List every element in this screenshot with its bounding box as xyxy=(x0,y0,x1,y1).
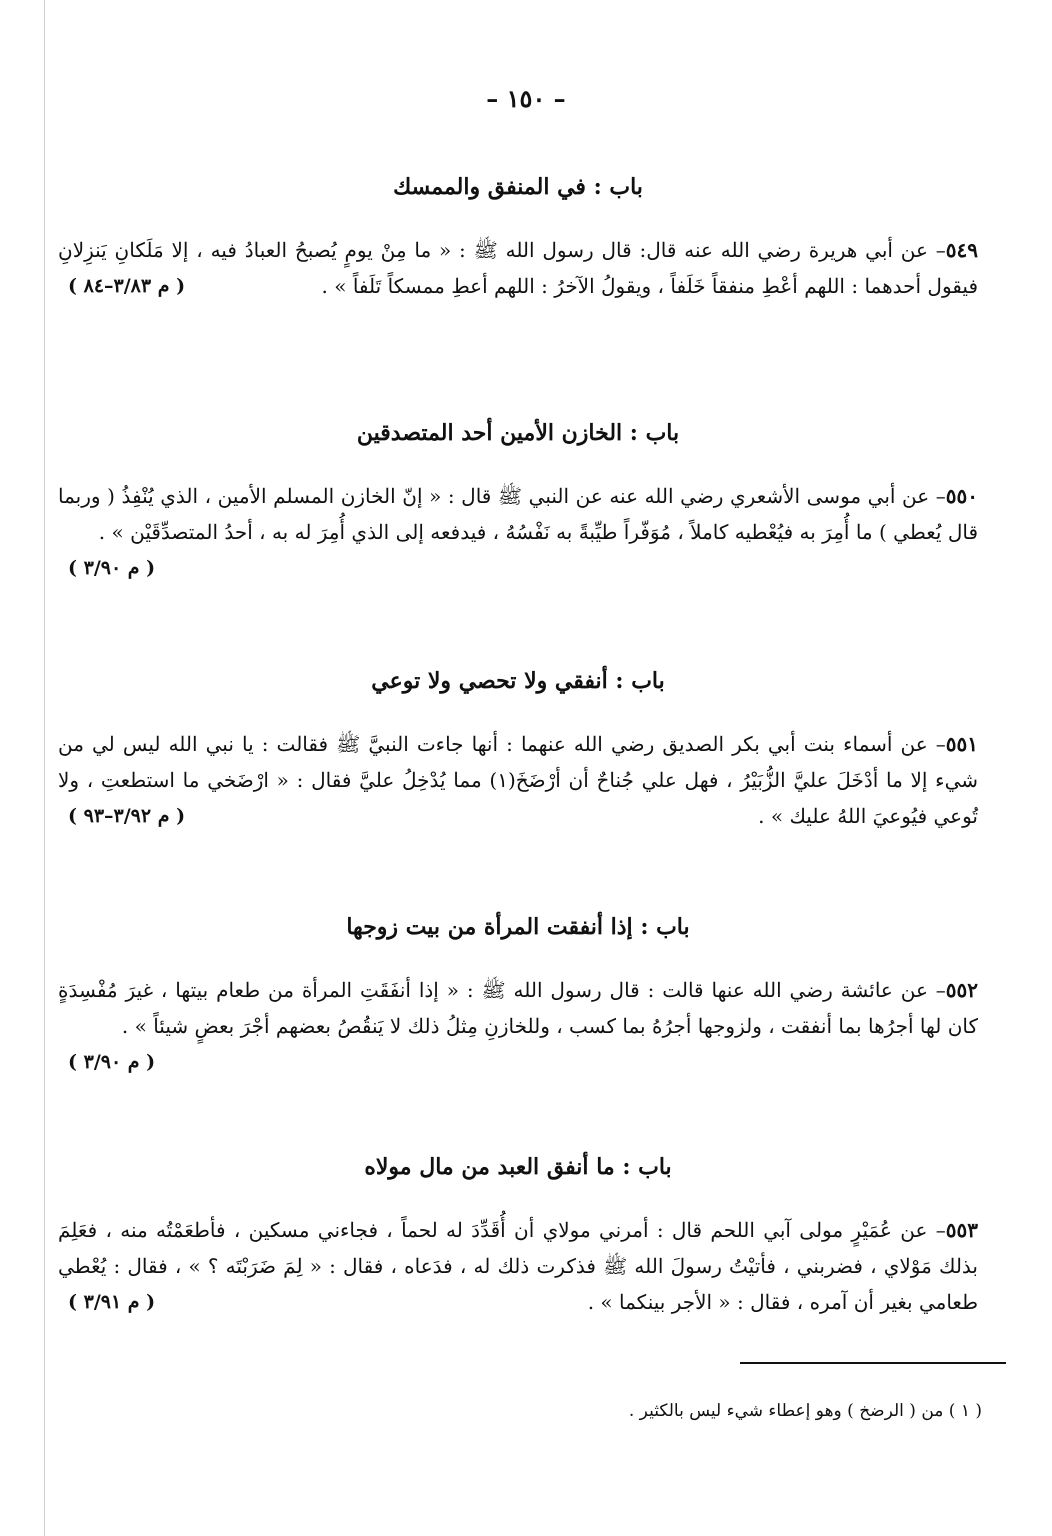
hadith-number: ٥٥٢ xyxy=(945,978,978,1002)
section-553 xyxy=(58,1152,978,1320)
hadith-text xyxy=(58,1212,978,1320)
chapter-heading: باب : إذا أنفقت المرأة من بيت زوجها xyxy=(346,914,690,940)
footnote: ( ١ ) من ( الرضخ ) وهو إعطاء شيء ليس بالكثير . xyxy=(628,1401,982,1421)
hadith-reference: ( م ٣/٩١ ) xyxy=(68,1291,156,1313)
hadith-reference: ( م ٣/٩٠ ) xyxy=(68,1051,156,1073)
chapter-heading: باب : ما أنفق العبد من مال مولاه xyxy=(364,1154,672,1180)
hadith-text xyxy=(58,232,978,304)
section-552 xyxy=(58,912,978,1080)
section-550 xyxy=(58,418,978,586)
hadith-number: ٥٥١ xyxy=(945,732,978,756)
hadith-reference: ( م ٣/٨٣–٨٤ ) xyxy=(68,275,186,297)
hadith-text xyxy=(58,972,978,1073)
hadith-reference: ( م ٣/٩٠ ) xyxy=(68,557,156,579)
scan-edge-line xyxy=(44,0,45,1536)
hadith-body: – عن عُمَيْرٍ مولى آبي اللحم قال : أمرني مولاي أن أُقَدِّدَ له لحماً ، فجاءني مسكين ، فأطعَمْتُه منه ، فعَلِمَ بذلك مَوْلاي ، فضربني ، فأتيْتُ رسولَ الله ﷺ فذكرت ذلك له ، فدَعاه ، فقال : « لِمَ ضَرَبْتَه ؟ » ، فقال : يُعْطي طعامي بغير أن آمره ، فقال : « الأجر بينكما » . xyxy=(58,1218,978,1314)
hadith-number: ٥٥٠ xyxy=(945,484,978,508)
chapter-heading: باب : أنفقي ولا تحصي ولا توعي xyxy=(371,668,665,694)
section-551 xyxy=(58,666,978,834)
page-number: – ١٥٠ – xyxy=(486,84,566,113)
hadith-body: – عن أبي موسى الأشعري رضي الله عنه عن النبي ﷺ قال : « إنّ الخازن المسلم الأمين ، الذي يُنْفِذُ ( وربما قال يُعطي ) ما أُمِرَ به فيُعْطيه كاملاً ، مُوَفّراً طيِّبةً به نَفْسُهُ ، فيدفعه إلى الذي أُمِرَ له به ، أحدُ المتصدِّقَيْن » . xyxy=(58,484,978,544)
chapter-heading: باب : في المنفق والممسك xyxy=(393,174,643,200)
hadith-text xyxy=(58,726,978,834)
hadith-body: – عن أبي هريرة رضي الله عنه قال: قال رسول الله ﷺ : « ما مِنْ يومٍ يُصبحُ العبادُ فيه ، إلا مَلَكانِ يَنزِلانِ فيقول أحدهما : اللهم أعْطِ منفقاً خَلَفاً ، ويقولُ الآخرُ : اللهم أعطِ ممسكاً تَلَفاً » . xyxy=(58,238,978,298)
hadith-number: ٥٥٣ xyxy=(945,1218,978,1242)
chapter-heading: باب : الخازن الأمين أحد المتصدقين xyxy=(356,420,680,446)
hadith-text xyxy=(58,478,978,579)
hadith-body: – عن عائشة رضي الله عنها قالت : قال رسول الله ﷺ : « إذا أنفَقَتِ المرأة من طعام بيتها ، غيرَ مُفْسِدَةٍ كان لها أجرُها بما أنفقت ، ولزوجها أجرُهُ بما كسب ، وللخازنِ مِثلُ ذلك لا يَنقُصُ بعضهم أجْرَ بعضٍ شيئاً » . xyxy=(58,978,978,1038)
hadith-body: – عن أسماء بنت أبي بكر الصديق رضي الله عنهما : أنها جاءت النبيَّ ﷺ فقالت : يا نبي الله ليس لي من شيء إلا ما أدْخَلَ عليَّ الزُّبَيْرُ ، فهل علي جُناحٌ أن أرْضَخَ(١) مما يُدْخِلُ عليَّ فقال : « ارْضَخي ما استطعتِ ، ولا تُوعي فيُوعيَ اللهُ عليك » . xyxy=(58,732,979,828)
hadith-number: ٥٤٩ xyxy=(945,238,978,262)
hadith-reference: ( م ٣/٩٢–٩٣ ) xyxy=(68,805,186,827)
section-549 xyxy=(58,172,978,304)
footnote-divider xyxy=(740,1362,1006,1364)
